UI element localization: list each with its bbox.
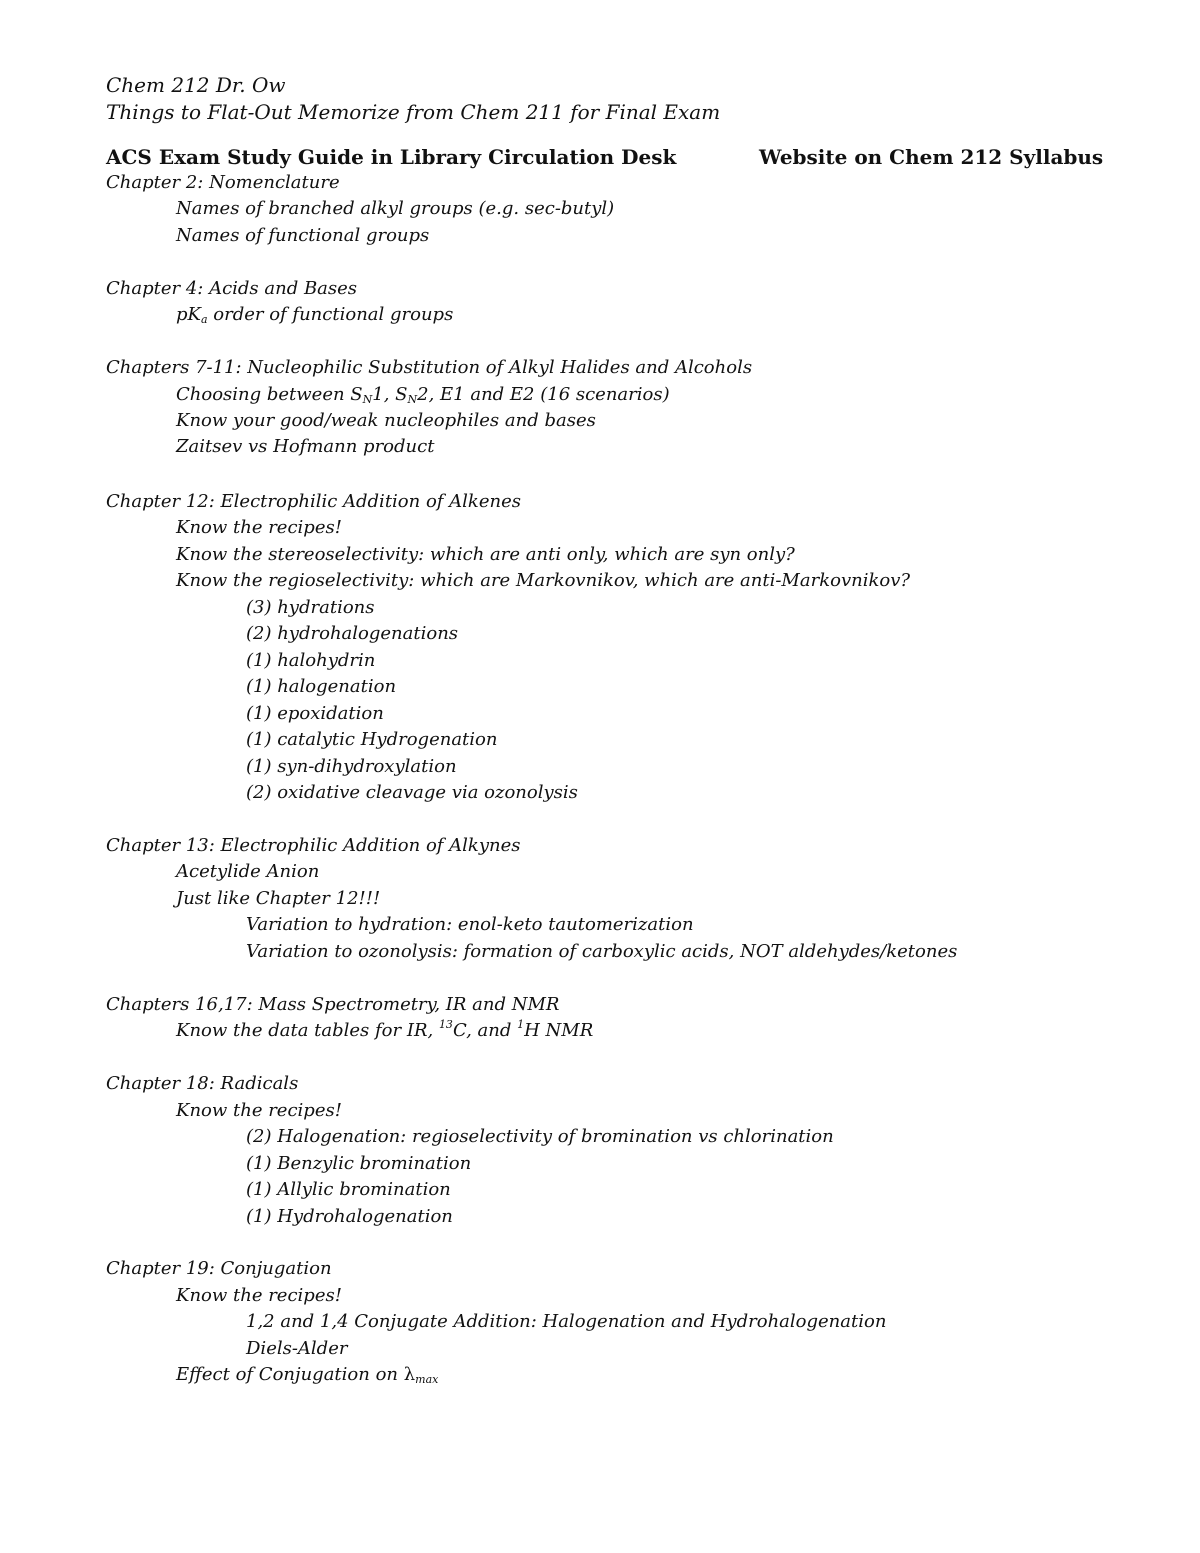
carbon-13-superscript: 13: [438, 1018, 453, 1031]
reaction-item: (1) halohydrin: [246, 650, 376, 671]
pka-rest: order of functional groups: [207, 304, 454, 325]
chapter-13-heading: Chapter 13: Electrophilic Addition of Alkynes: [106, 835, 521, 856]
choose-b: 1, S: [372, 384, 408, 405]
list-item: Zaitsev vs Hofmann product: [176, 436, 435, 457]
pka-item: [176, 305, 453, 325]
variation-item: Variation to hydration: enol-keto tautomerization: [246, 914, 694, 935]
reaction-item: (1) Allylic bromination: [246, 1179, 451, 1200]
chapter-19-heading: Chapter 19: Conjugation: [106, 1258, 332, 1279]
list-item: Know your good/weak nucleophiles and bases: [176, 410, 596, 431]
document-title: Things to Flat-Out Memorize from Chem 211 for Final Exam: [106, 100, 721, 124]
list-item: Names of functional groups: [176, 225, 430, 246]
list-item: Just like Chapter 12!!!: [176, 888, 381, 909]
list-item: Know the stereoselectivity: which are anti only, which are syn only?: [176, 544, 795, 565]
pka-subscript: a: [200, 313, 208, 326]
reaction-item: Diels-Alder: [246, 1338, 348, 1359]
list-item: [176, 1018, 594, 1041]
tables-a: Know the data tables for IR,: [176, 1020, 439, 1041]
reaction-item: (1) syn-dihydroxylation: [246, 756, 457, 777]
chapter-2-heading: Chapter 2: Nomenclature: [106, 172, 340, 193]
course-line: Chem 212 Dr. Ow: [106, 73, 286, 97]
reaction-item: (3) hydrations: [246, 597, 375, 618]
chapter-18-heading: Chapter 18: Radicals: [106, 1073, 299, 1094]
list-item: Acetylide Anion: [176, 861, 320, 882]
sn-subscript: N: [407, 393, 418, 406]
list-item: [176, 385, 670, 405]
website-note: Website on Chem 212 Syllabus: [759, 145, 1104, 169]
sn-subscript: N: [362, 393, 373, 406]
list-item: Know the recipes!: [176, 1100, 342, 1121]
reaction-item: (1) halogenation: [246, 676, 397, 697]
reaction-item: (1) Benzylic bromination: [246, 1153, 472, 1174]
variation-item: Variation to ozonolysis: formation of carboxylic acids, NOT aldehydes/ketones: [246, 941, 958, 962]
tables-b: C, and: [452, 1020, 518, 1041]
reaction-item: (1) epoxidation: [246, 703, 384, 724]
chapter-12-heading: Chapter 12: Electrophilic Addition of Alkenes: [106, 491, 521, 512]
study-guide-note: ACS Exam Study Guide in Library Circulation Desk: [106, 145, 677, 169]
chapter-4-heading: Chapter 4: Acids and Bases: [106, 278, 358, 299]
list-item: Names of branched alkyl groups (e.g. sec-butyl): [176, 198, 615, 219]
list-item: Know the regioselectivity: which are Markovnikov, which are anti-Markovnikov?: [176, 570, 911, 591]
reaction-item: (1) Hydrohalogenation: [246, 1206, 453, 1227]
proton-superscript: 1: [517, 1018, 525, 1031]
tables-c: H NMR: [524, 1020, 594, 1041]
reaction-item: (2) Halogenation: regioselectivity of bromination vs chlorination: [246, 1126, 834, 1147]
choose-c: 2, E1 and E2 (16 scenarios): [417, 384, 670, 405]
reaction-item: (2) hydrohalogenations: [246, 623, 459, 644]
lambda-symbol: λ: [403, 1364, 416, 1385]
effect-text: Effect of Conjugation on: [176, 1364, 404, 1385]
chapter-7-heading: Chapters 7-11: Nucleophilic Substitution of Alkyl Halides and Alcohols: [106, 357, 753, 378]
list-item: Know the recipes!: [176, 517, 342, 538]
chapter-16-heading: Chapters 16,17: Mass Spectrometry, IR and NMR: [106, 994, 560, 1015]
reaction-item: 1,2 and 1,4 Conjugate Addition: Halogenation and Hydrohalogenation: [246, 1311, 887, 1332]
choose-a: Choosing between S: [176, 384, 363, 405]
lambda-subscript: max: [415, 1373, 439, 1386]
reaction-item: (1) catalytic Hydrogenation: [246, 729, 498, 750]
pka-prefix: pK: [176, 304, 201, 325]
reaction-item: (2) oxidative cleavage via ozonolysis: [246, 782, 578, 803]
list-item: [176, 1365, 438, 1385]
list-item: Know the recipes!: [176, 1285, 342, 1306]
